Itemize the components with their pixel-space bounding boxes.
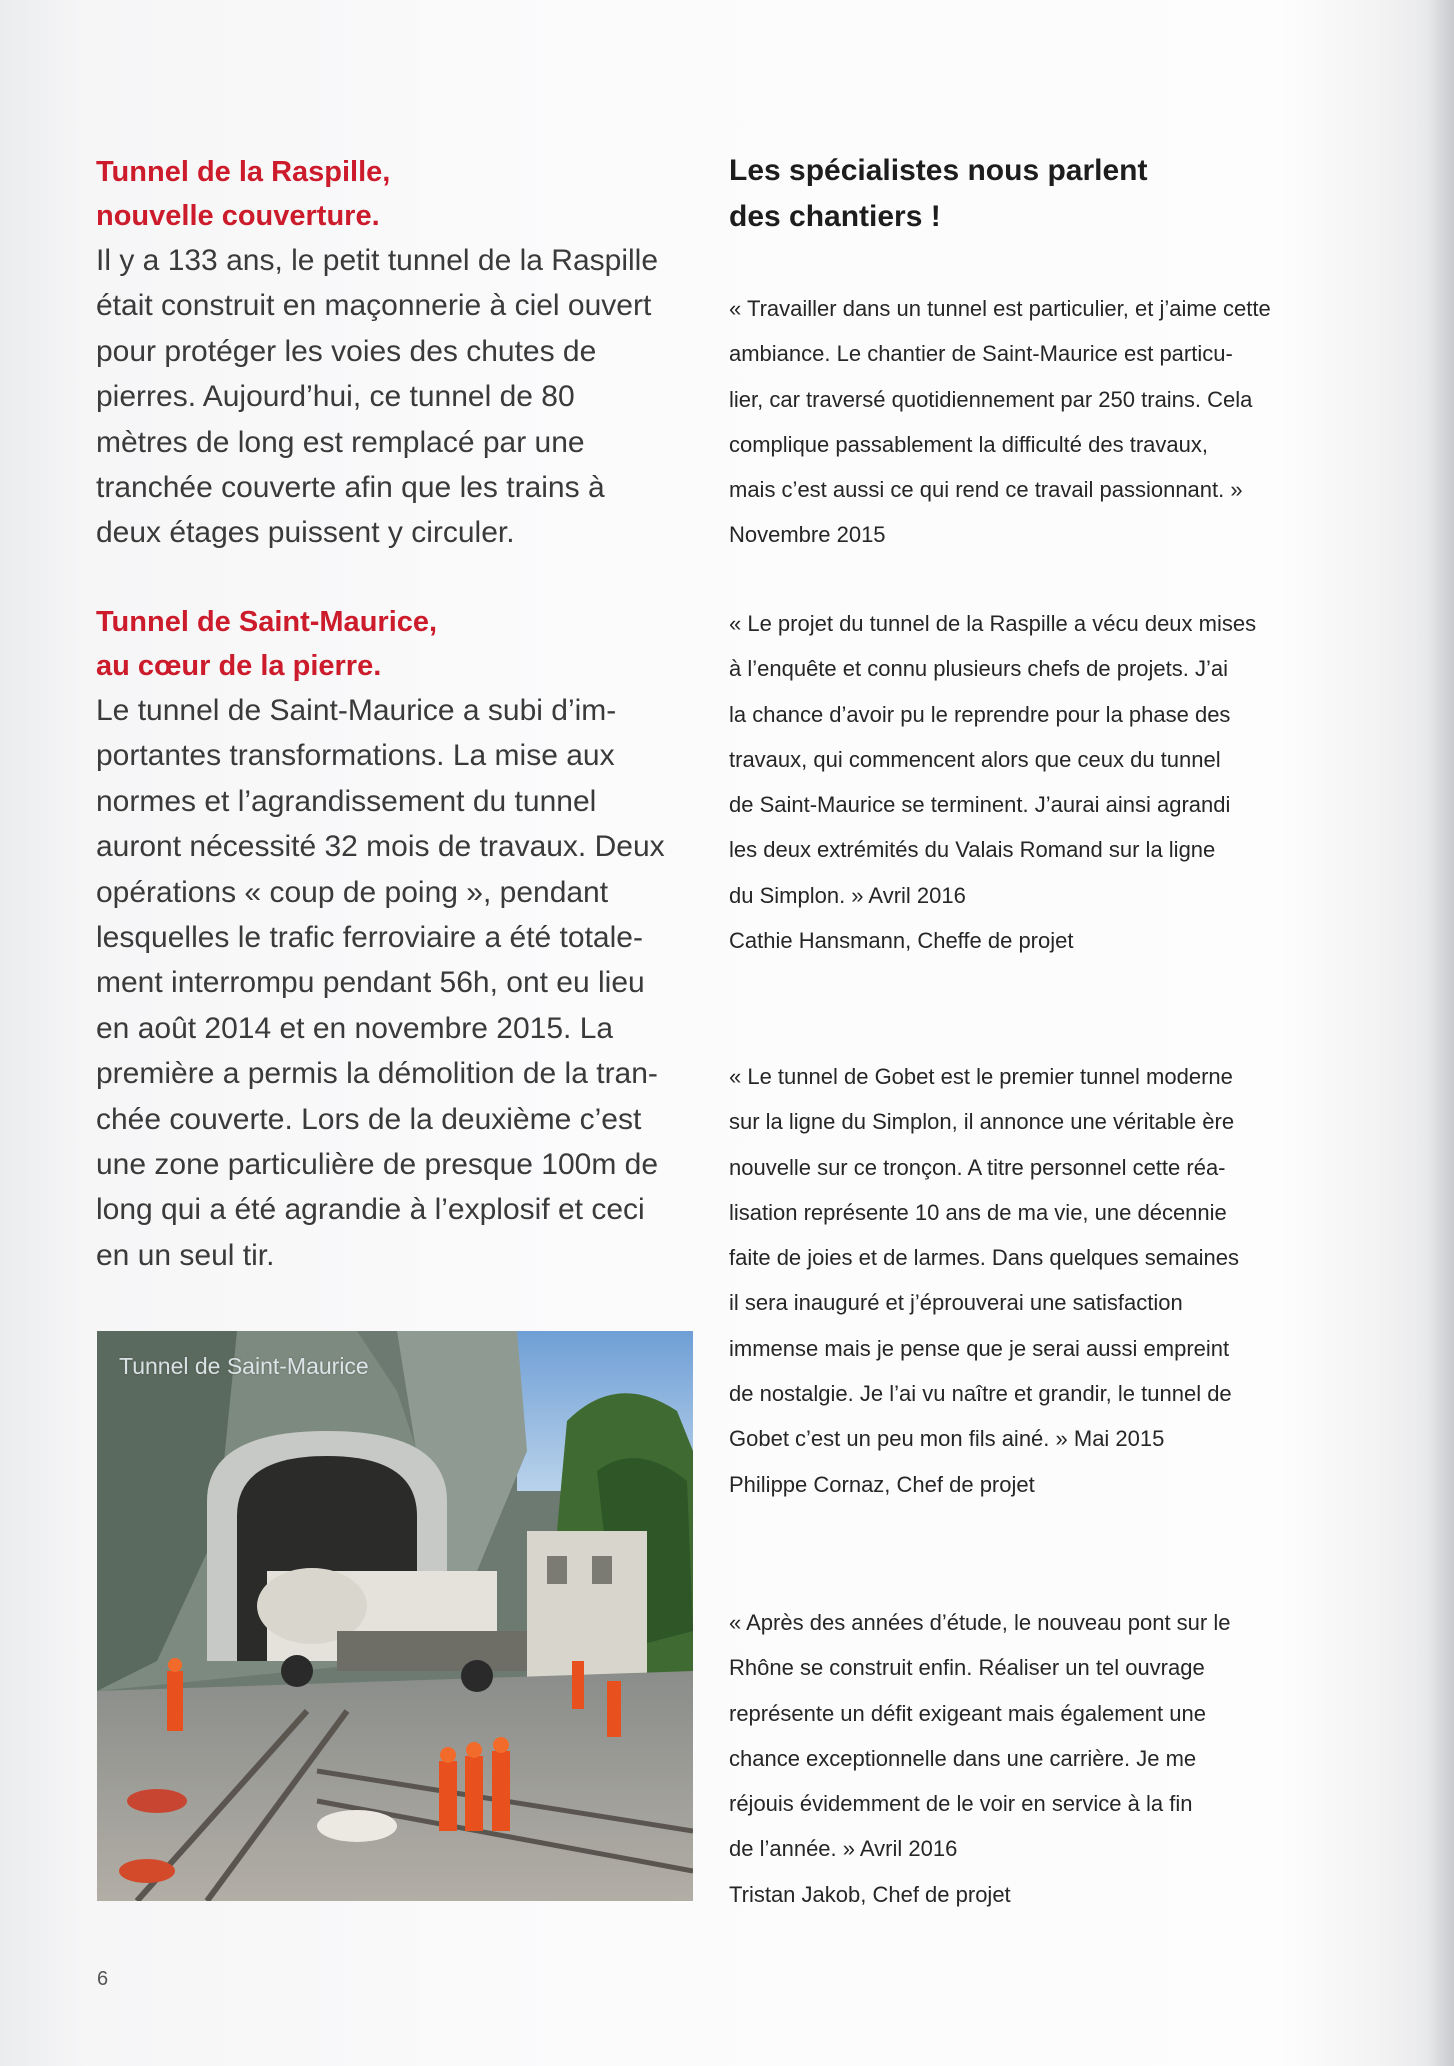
body-line: pour protéger les voies des chutes de	[96, 334, 597, 368]
quote-line: les deux extrémités du Valais Romand sur la ligne	[729, 837, 1216, 863]
body-line: pierres. Aujourd’hui, ce tunnel de 80	[96, 380, 575, 414]
body-line: tranchée couverte afin que les trains à	[96, 471, 605, 505]
body-line: Il y a 133 ans, le petit tunnel de la Raspille	[96, 244, 659, 277]
quote-author: Tristan Jakob, Chef de projet	[729, 1881, 1011, 1907]
body-line: mètres de long est remplacé par une	[96, 425, 585, 459]
heading-line: des chantiers !	[729, 200, 941, 233]
body-line: une zone particulière de presque 100m de	[96, 1148, 659, 1182]
body-line: en août 2014 et en novembre 2015. La	[96, 1011, 614, 1045]
quote-line: immense mais je pense que je serai aussi empreint	[729, 1335, 1230, 1361]
page-edge-shadow	[1428, 0, 1454, 2066]
quote-line: ambiance. Le chantier de Saint-Maurice est particu-	[729, 341, 1233, 367]
quote-rhone-bridge	[729, 1600, 1230, 1917]
quote-raspille	[729, 601, 1256, 963]
quote-author: Philippe Cornaz, Chef de projet	[729, 1471, 1035, 1497]
body-line: deux étages puissent y circuler.	[96, 516, 515, 550]
quote-line: chance exceptionnelle dans une carrière. Je me	[729, 1745, 1197, 1771]
specialists-heading	[729, 148, 1349, 240]
quote-line: travaux, qui commencent alors que ceux du tunnel	[729, 746, 1221, 772]
body-line: chée couverte. Lors de la deuxième c’est	[96, 1102, 642, 1136]
quote-line: mais c’est aussi ce qui rend ce travail passionnant. »	[729, 477, 1243, 503]
page-number: 6	[97, 1968, 109, 1990]
body-saint-maurice	[96, 688, 665, 1278]
body-line: lesquelles le trafic ferroviaire a été totale-	[96, 921, 643, 955]
photo-illustration	[97, 1331, 693, 1901]
photo-caption: Tunnel de Saint-Maurice	[119, 1353, 369, 1379]
body-line: portantes transformations. La mise aux	[96, 739, 615, 773]
body-line: ment interrompu pendant 56h, ont eu lieu	[96, 966, 645, 1000]
quote-line: du Simplon. » Avril 2016	[729, 882, 966, 908]
quote-line: représente un défit exigeant mais également une	[729, 1700, 1206, 1726]
quote-line: de Saint-Maurice se terminent. J’aurai ainsi agrandi	[729, 792, 1231, 818]
quote-gobet	[729, 1054, 1239, 1507]
title-line: Tunnel de la Raspille,	[96, 156, 391, 188]
title-line: Tunnel de Saint-Maurice,	[96, 606, 438, 638]
quote-line: « Le tunnel de Gobet est le premier tunnel moderne	[729, 1064, 1233, 1089]
quote-line: Gobet c’est un peu mon fils ainé. » Mai 2015	[729, 1426, 1165, 1452]
quote-author: Cathie Hansmann, Cheffe de projet	[729, 928, 1074, 954]
quote-saint-maurice	[729, 286, 1271, 558]
section-title-raspille	[96, 150, 658, 238]
quote-line: faite de joies et de larmes. Dans quelques semaines	[729, 1245, 1239, 1271]
quote-line: réjouis évidemment de le voir en service à la fin	[729, 1791, 1193, 1817]
quote-line: de nostalgie. Je l’ai vu naître et grandir, le tunnel de	[729, 1381, 1232, 1407]
heading-line: Les spécialistes nous parlent	[729, 154, 1148, 187]
section-raspille	[96, 150, 658, 556]
body-line: auront nécessité 32 mois de travaux. Deux	[96, 830, 665, 864]
quote-line: sur la ligne du Simplon, il annonce une véritable ère	[729, 1109, 1235, 1135]
quote-date: Novembre 2015	[729, 522, 886, 548]
title-line: au cœur de la pierre.	[96, 650, 382, 682]
quote-line: de l’année. » Avril 2016	[729, 1836, 958, 1862]
quote-line: Rhône se construit enfin. Réaliser un tel ouvrage	[729, 1655, 1205, 1681]
section-saint-maurice	[96, 600, 665, 1278]
quote-line: « Après des années d’étude, le nouveau pont sur le	[729, 1610, 1231, 1635]
quote-line: la chance d’avoir pu le reprendre pour la phase des	[729, 701, 1231, 727]
quote-line: « Travailler dans un tunnel est particulier, et j’aime cette	[729, 296, 1271, 321]
body-line: Le tunnel de Saint-Maurice a subi d’im-	[96, 694, 617, 727]
tunnel-construction-photo	[97, 1331, 693, 1901]
quote-line: lisation représente 10 ans de ma vie, une décennie	[729, 1199, 1227, 1225]
title-line: nouvelle couverture.	[96, 200, 380, 232]
body-raspille	[96, 238, 658, 556]
quote-line: « Le projet du tunnel de la Raspille a vécu deux mises	[729, 611, 1257, 636]
body-line: en un seul tir.	[96, 1238, 275, 1272]
quote-line: à l’enquête et connu plusieurs chefs de projets. J’ai	[729, 656, 1228, 682]
body-line: opérations « coup de poing », pendant	[96, 875, 609, 909]
quote-line: il sera inauguré et j’éprouverai une satisfaction	[729, 1290, 1183, 1316]
quote-line: complique passablement la difficulté des travaux,	[729, 431, 1208, 457]
right-column	[729, 148, 1349, 1907]
quote-line: nouvelle sur ce tronçon. A titre personnel cette réa-	[729, 1154, 1226, 1180]
body-line: long qui a été agrandie à l’explosif et ceci	[96, 1193, 645, 1227]
body-line: était construit en maçonnerie à ciel ouvert	[96, 289, 652, 323]
body-line: normes et l’agrandissement du tunnel	[96, 784, 597, 818]
quote-line: lier, car traversé quotidiennement par 250 trains. Cela	[729, 386, 1253, 412]
section-title-saint-maurice	[96, 600, 665, 688]
body-line: première a permis la démolition de la tran-	[96, 1057, 658, 1091]
